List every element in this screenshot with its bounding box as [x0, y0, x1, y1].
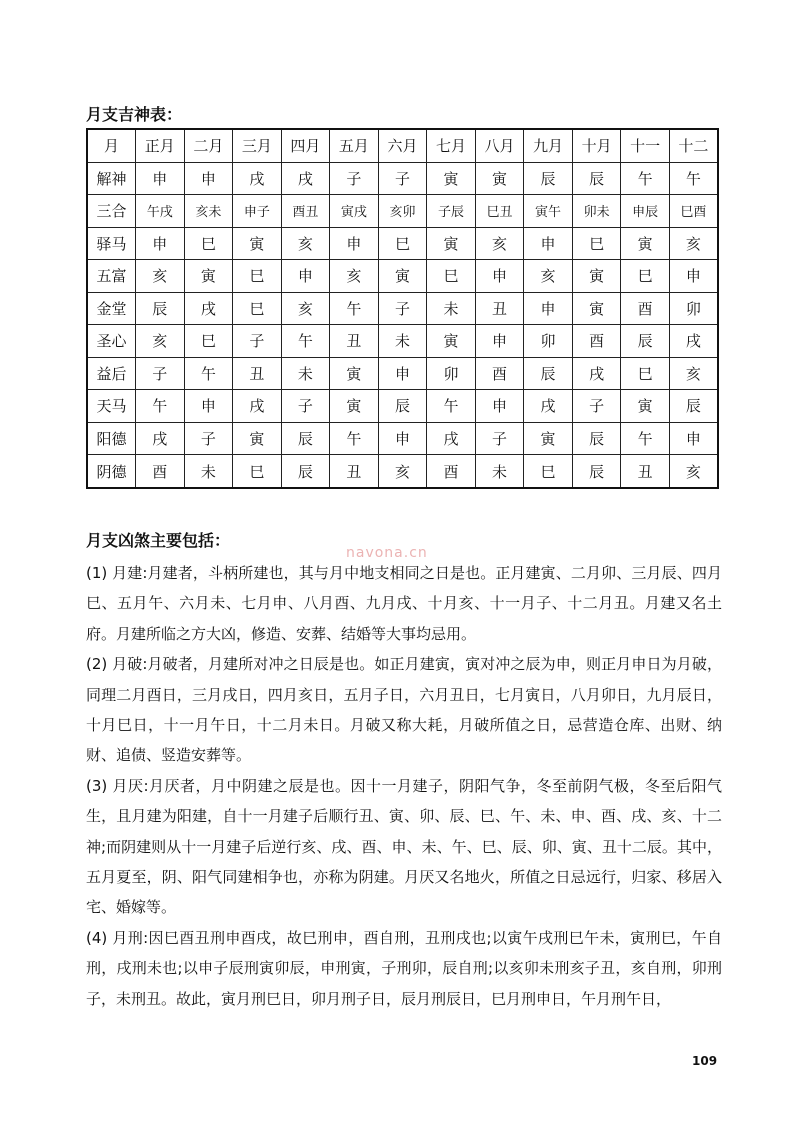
table-cell: 巳酉 [669, 195, 718, 228]
table-cell: 巳 [621, 260, 670, 293]
table-cell: 未 [184, 455, 233, 488]
table-cell: 申 [184, 390, 233, 423]
table-cell: 午 [281, 325, 330, 358]
table-row [87, 260, 718, 293]
table-header-cell: 正月 [136, 129, 185, 162]
table-row-label: 金堂 [87, 292, 136, 325]
table-cell: 亥 [378, 455, 427, 488]
table-header-cell: 四月 [281, 129, 330, 162]
table-cell: 酉 [136, 455, 185, 488]
table-cell: 巳 [572, 227, 621, 260]
table-header-cell: 七月 [427, 129, 476, 162]
table-cell: 辰 [572, 455, 621, 488]
table-cell: 丑 [330, 325, 379, 358]
table-cell: 寅 [184, 260, 233, 293]
table-cell: 申 [669, 260, 718, 293]
table-cell: 寅 [233, 422, 282, 455]
table-cell: 辰 [669, 390, 718, 423]
table-cell: 申 [136, 162, 185, 195]
table-row-label: 天马 [87, 390, 136, 423]
table-cell: 巳丑 [475, 195, 524, 228]
table-cell: 巳 [378, 227, 427, 260]
table-cell: 寅午 [524, 195, 573, 228]
table-cell: 卯未 [572, 195, 621, 228]
table-cell: 子 [281, 390, 330, 423]
table-cell: 未 [475, 455, 524, 488]
table-cell: 午 [427, 390, 476, 423]
table-cell: 寅 [427, 325, 476, 358]
table-header-cell: 十月 [572, 129, 621, 162]
table-cell: 巳 [233, 260, 282, 293]
table-header-row [87, 129, 718, 162]
table-cell: 戌 [184, 292, 233, 325]
table-cell: 申 [378, 422, 427, 455]
table-cell: 丑 [475, 292, 524, 325]
table-header-cell: 二月 [184, 129, 233, 162]
table-cell: 午 [621, 422, 670, 455]
table-cell: 申子 [233, 195, 282, 228]
table-cell: 寅戌 [330, 195, 379, 228]
table-cell: 申 [281, 260, 330, 293]
paragraph-month-establish: (1) 月建:月建者，斗柄所建也，其与月中地支相同之日是也。正月建寅、二月卯、三月辰、四月巳、五月午、六月未、七月申、八月酉、九月戌、十月亥、十一月子、十二月丑。月建又名土府。月建所临之方大凶，修造、安葬、结婚等大事均忌用。 [86, 564, 722, 643]
table-cell: 亥 [136, 260, 185, 293]
table-header-cell: 九月 [524, 129, 573, 162]
table-row-label: 阴德 [87, 455, 136, 488]
table-cell: 戌 [281, 162, 330, 195]
table-cell: 申 [330, 227, 379, 260]
table-cell: 寅 [233, 227, 282, 260]
table-cell: 子辰 [427, 195, 476, 228]
table-header-cell: 月 [87, 129, 136, 162]
table-cell: 丑 [233, 357, 282, 390]
table-header-cell: 五月 [330, 129, 379, 162]
table-cell: 子 [233, 325, 282, 358]
table-row-label: 圣心 [87, 325, 136, 358]
table-row-label: 阳德 [87, 422, 136, 455]
table-cell: 丑 [330, 455, 379, 488]
table-cell: 寅 [427, 227, 476, 260]
table-header-cell: 三月 [233, 129, 282, 162]
table-cell: 申 [669, 422, 718, 455]
table-cell: 未 [281, 357, 330, 390]
table-cell: 辰 [378, 390, 427, 423]
table-cell: 戌 [233, 162, 282, 195]
table-cell: 子 [572, 390, 621, 423]
table-row [87, 227, 718, 260]
table-cell: 酉 [572, 325, 621, 358]
table-header-cell: 十二 [669, 129, 718, 162]
table-cell: 申 [475, 325, 524, 358]
table-cell: 巳 [621, 357, 670, 390]
table-row [87, 390, 718, 423]
table-row-label: 五富 [87, 260, 136, 293]
table-header-cell: 十一 [621, 129, 670, 162]
table-cell: 酉 [475, 357, 524, 390]
page-number: 109 [692, 1054, 718, 1068]
table-cell: 亥 [669, 227, 718, 260]
table-cell: 寅 [330, 357, 379, 390]
table-cell: 寅 [572, 260, 621, 293]
table-cell: 子 [378, 162, 427, 195]
table-cell: 子 [136, 357, 185, 390]
table-cell: 亥未 [184, 195, 233, 228]
table-title: 月支吉神表： [86, 105, 183, 124]
table-cell: 寅 [475, 162, 524, 195]
table-cell: 未 [427, 292, 476, 325]
table-cell: 子 [330, 162, 379, 195]
table-cell: 未 [378, 325, 427, 358]
table-row [87, 357, 718, 390]
table-cell: 戌 [572, 357, 621, 390]
section-title: 月支凶煞主要包括： [86, 531, 231, 550]
table-cell: 巳 [184, 227, 233, 260]
table-cell: 亥 [281, 227, 330, 260]
table-cell: 午 [621, 162, 670, 195]
table-cell: 辰 [524, 357, 573, 390]
table-cell: 酉 [427, 455, 476, 488]
table-cell: 午 [330, 292, 379, 325]
table-row-label: 益后 [87, 357, 136, 390]
table-cell: 巳 [427, 260, 476, 293]
table-cell: 午 [184, 357, 233, 390]
table-cell: 午 [669, 162, 718, 195]
table-header-cell: 六月 [378, 129, 427, 162]
table-cell: 亥 [281, 292, 330, 325]
table-cell: 申 [184, 162, 233, 195]
table-cell: 申 [475, 390, 524, 423]
table-row [87, 325, 718, 358]
table-cell: 巳 [233, 455, 282, 488]
table-cell: 申辰 [621, 195, 670, 228]
table-row [87, 162, 718, 195]
table-cell: 亥 [524, 260, 573, 293]
body-text [86, 558, 722, 1014]
table-cell: 辰 [572, 162, 621, 195]
table-cell: 亥 [136, 325, 185, 358]
table-cell: 辰 [136, 292, 185, 325]
table-row-label: 解神 [87, 162, 136, 195]
table-cell: 卯 [524, 325, 573, 358]
table-cell: 寅 [621, 390, 670, 423]
table-cell: 辰 [572, 422, 621, 455]
table-cell: 戌 [524, 390, 573, 423]
table-cell: 巳 [524, 455, 573, 488]
table-cell: 寅 [572, 292, 621, 325]
table-cell: 子 [184, 422, 233, 455]
table-cell: 亥 [475, 227, 524, 260]
table-row [87, 195, 718, 228]
table-cell: 申 [378, 357, 427, 390]
table-row [87, 292, 718, 325]
table-row [87, 455, 718, 488]
table-cell: 子 [475, 422, 524, 455]
table-row-label: 三合 [87, 195, 136, 228]
table-cell: 亥 [330, 260, 379, 293]
table-cell: 申 [136, 227, 185, 260]
table-header-cell: 八月 [475, 129, 524, 162]
table-cell: 亥卯 [378, 195, 427, 228]
table-cell: 辰 [621, 325, 670, 358]
table-cell: 卯 [427, 357, 476, 390]
table-cell: 午 [330, 422, 379, 455]
table-cell: 戌 [233, 390, 282, 423]
table-cell: 申 [475, 260, 524, 293]
table-cell: 申 [524, 292, 573, 325]
table-cell: 辰 [281, 455, 330, 488]
table-cell: 寅 [524, 422, 573, 455]
table-cell: 亥 [669, 357, 718, 390]
table-cell: 午 [136, 390, 185, 423]
paragraph-month-loathe: (3) 月厌:月厌者，月中阴建之辰是也。因十一月建子，阴阳气争，冬至前阴气极，冬至后阳气生，且月建为阳建，自十一月建子后顺行丑、寅、卯、辰、巳、午、未、申、酉、戌、亥、十二神;而阴建则从十一月建子后逆行亥、戌、酉、申、未、午、巳、辰、卯、寅、丑十二辰。其中，五月夏至，阴、阳气同建相争也，亦称为阴建。月厌又名地火，所值之日忌远行，归家、移居入宅、婚嫁等。 [86, 776, 722, 917]
table-cell: 辰 [524, 162, 573, 195]
paragraph-month-break: (2) 月破:月破者，月建所对冲之日辰是也。如正月建寅，寅对冲之辰为申，则正月申日为月破，同理二月酉日，三月戌日，四月亥日，五月子日，六月丑日，七月寅日，八月卯日，九月辰日，十月巳日，十一月午日，十二月未日。月破又称大耗，月破所值之日，忌营造仓库、出财、纳财、追债、竖造安葬等。 [86, 655, 722, 765]
table-cell: 卯 [669, 292, 718, 325]
table-cell: 申 [524, 227, 573, 260]
table-cell: 寅 [378, 260, 427, 293]
table-cell: 戌 [669, 325, 718, 358]
table-row [87, 422, 718, 455]
table-cell: 辰 [281, 422, 330, 455]
table-cell: 丑 [621, 455, 670, 488]
table-cell: 戌 [136, 422, 185, 455]
table-cell: 酉丑 [281, 195, 330, 228]
watermark: navona.cn [346, 545, 428, 561]
table-cell: 巳 [233, 292, 282, 325]
table-cell: 亥 [669, 455, 718, 488]
table-cell: 寅 [330, 390, 379, 423]
table-cell: 子 [378, 292, 427, 325]
table-cell: 午戌 [136, 195, 185, 228]
paragraph-month-punishment: (4) 月刑:因巳酉丑刑申酉戌，故巳刑申，酉自刑，丑刑戌也;以寅午戌刑巳午未，寅刑巳，午自刑，戌刑未也;以申子辰刑寅卯辰，申刑寅，子刑卯，辰自刑;以亥卯未刑亥子丑，亥自刑，卯刑子，未刑丑。故此，寅月刑巳日，卯月刑子日，辰月刑辰日，巳月刑申日，午月刑午日， [86, 928, 722, 1008]
table-cell: 寅 [427, 162, 476, 195]
table-cell: 巳 [184, 325, 233, 358]
table-cell: 寅 [621, 227, 670, 260]
monthly-auspicious-gods-table [86, 128, 719, 489]
table-cell: 酉 [621, 292, 670, 325]
table-row-label: 驿马 [87, 227, 136, 260]
table-cell: 戌 [427, 422, 476, 455]
